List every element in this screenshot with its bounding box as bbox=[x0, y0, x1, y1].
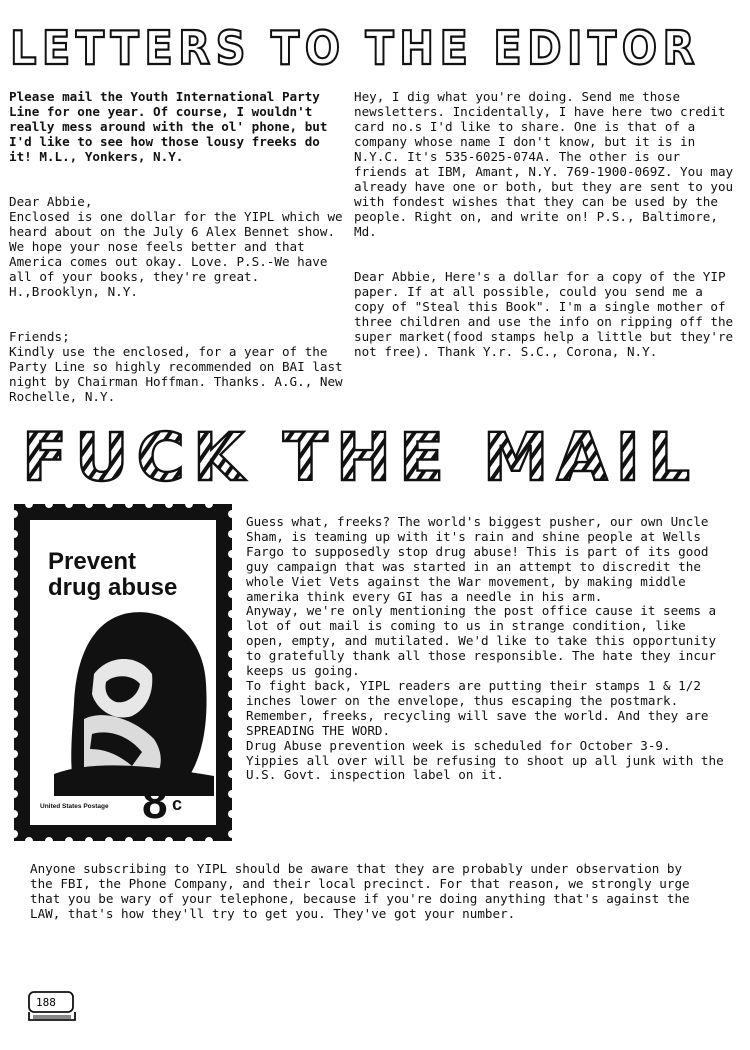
subscriber-warning-text: Anyone subscribing to YIPL should be aware that they are probably under observation by the FBI, the Phone Company, and their local precinct. For that reason, we strongly urge that you be wary of your telephone, because if you're doing anything that's against the LAW, that's how they'll try to get you. They've got your number. bbox=[30, 861, 690, 921]
letter-baltimore: Hey, I dig what you're doing. Send me those newsletters. Incidentally, I have here two credit card no.s I'd like to share. One is that of a company whose name I don't know, but it is in N.Y.C. It's 535-6025-074A. The other is our friends at IBM, Amant, N.Y. 769-1900-069Z. You may already have one or both, but they are sent to you with fondest wishes that they can be used by the people. Right on, and write on! P.S., Baltimore, Md. bbox=[354, 89, 734, 239]
letters-left-column bbox=[9, 74, 344, 434]
letter-corona: Dear Abbie, Here's a dollar for a copy of the YIP paper. If at all possible, could you send me a copy of "Steal this Book". I'm a single mother of three children and use the info on ripping off the super market(food stamps help a little but they're not free). Thank Y.r. S.C., Corona, N.Y. bbox=[354, 269, 734, 359]
article-paragraph-1: Guess what, freeks? The world's biggest pusher, our own Uncle Sham, is teaming up with it's rain and shine people at Wells Fargo to supposedly stop drug abuse! This is part of its good guy campaign that was started in an attempt to discredit the whole Viet Vets against the War movement, by making middle amerika think every GI has a needle in his arm. bbox=[246, 514, 709, 604]
stamp-headline-1: Prevent bbox=[48, 548, 137, 575]
page-number-terminal-icon bbox=[27, 990, 77, 1026]
page-number: 188 bbox=[36, 996, 56, 1009]
mail-heading-text: FUCK THE MAIL bbox=[22, 420, 698, 488]
prevent-drug-abuse-stamp bbox=[14, 504, 232, 841]
stamp-country-text: United States Postage bbox=[40, 803, 109, 810]
article-paragraph-4: Drug Abuse prevention week is scheduled for October 3-9. Yippies all over will be refusing to shoot up all junk with the U.S. Govt. inspection label on it. bbox=[246, 737, 724, 783]
stamp-value-unit: c bbox=[172, 794, 183, 814]
letter-new-rochelle: Friends; Kindly use the enclosed, for a year of the Party Line so highly recommended on BAI last night by Chairman Hoffman. Thanks. A.G., New Rochelle, N.Y. bbox=[9, 329, 343, 404]
fuck-the-mail-heading bbox=[18, 420, 718, 488]
letter-brooklyn: Dear Abbie, Enclosed is one dollar for the YIPL which we heard about on the July 6 Alex Bennet show. We hope your nose feels better and that America comes out okay. Love. P.S.-We have all of your books, they're great. H.,Brooklyn, N.Y. bbox=[9, 194, 343, 299]
letters-heading-text: LETTERS TO THE EDITOR bbox=[10, 21, 700, 72]
letters-right-column bbox=[354, 74, 739, 389]
article-paragraph-3: To fight back, YIPL readers are putting their stamps 1 & 1/2 inches lower on the envelope, thus escaping the postmark. Remember, freeks, recycling will save the world. And they are SPREADING THE WORD. bbox=[246, 677, 709, 738]
subscriber-warning bbox=[30, 861, 710, 921]
mail-article bbox=[246, 515, 726, 783]
article-paragraph-2: Anyway, we're only mentioning the post office cause it seems a lot of out mail is coming to us in strange condition, like open, empty, and mutilated. We'd like to take this opportunity to gratefully thank all those responsible. The hate they incur keeps us going. bbox=[246, 603, 717, 679]
letters-to-the-editor-heading bbox=[8, 20, 708, 72]
letter-yonkers: Please mail the Youth International Party Line for one year. Of course, I wouldn't really mess around with the ol' phone, but I'd like to see how those lousy freeks do it! M.L., Yonkers, N.Y. bbox=[9, 89, 328, 164]
stamp-value: 8 bbox=[142, 776, 168, 828]
stamp-headline-2: drug abuse bbox=[48, 574, 178, 601]
